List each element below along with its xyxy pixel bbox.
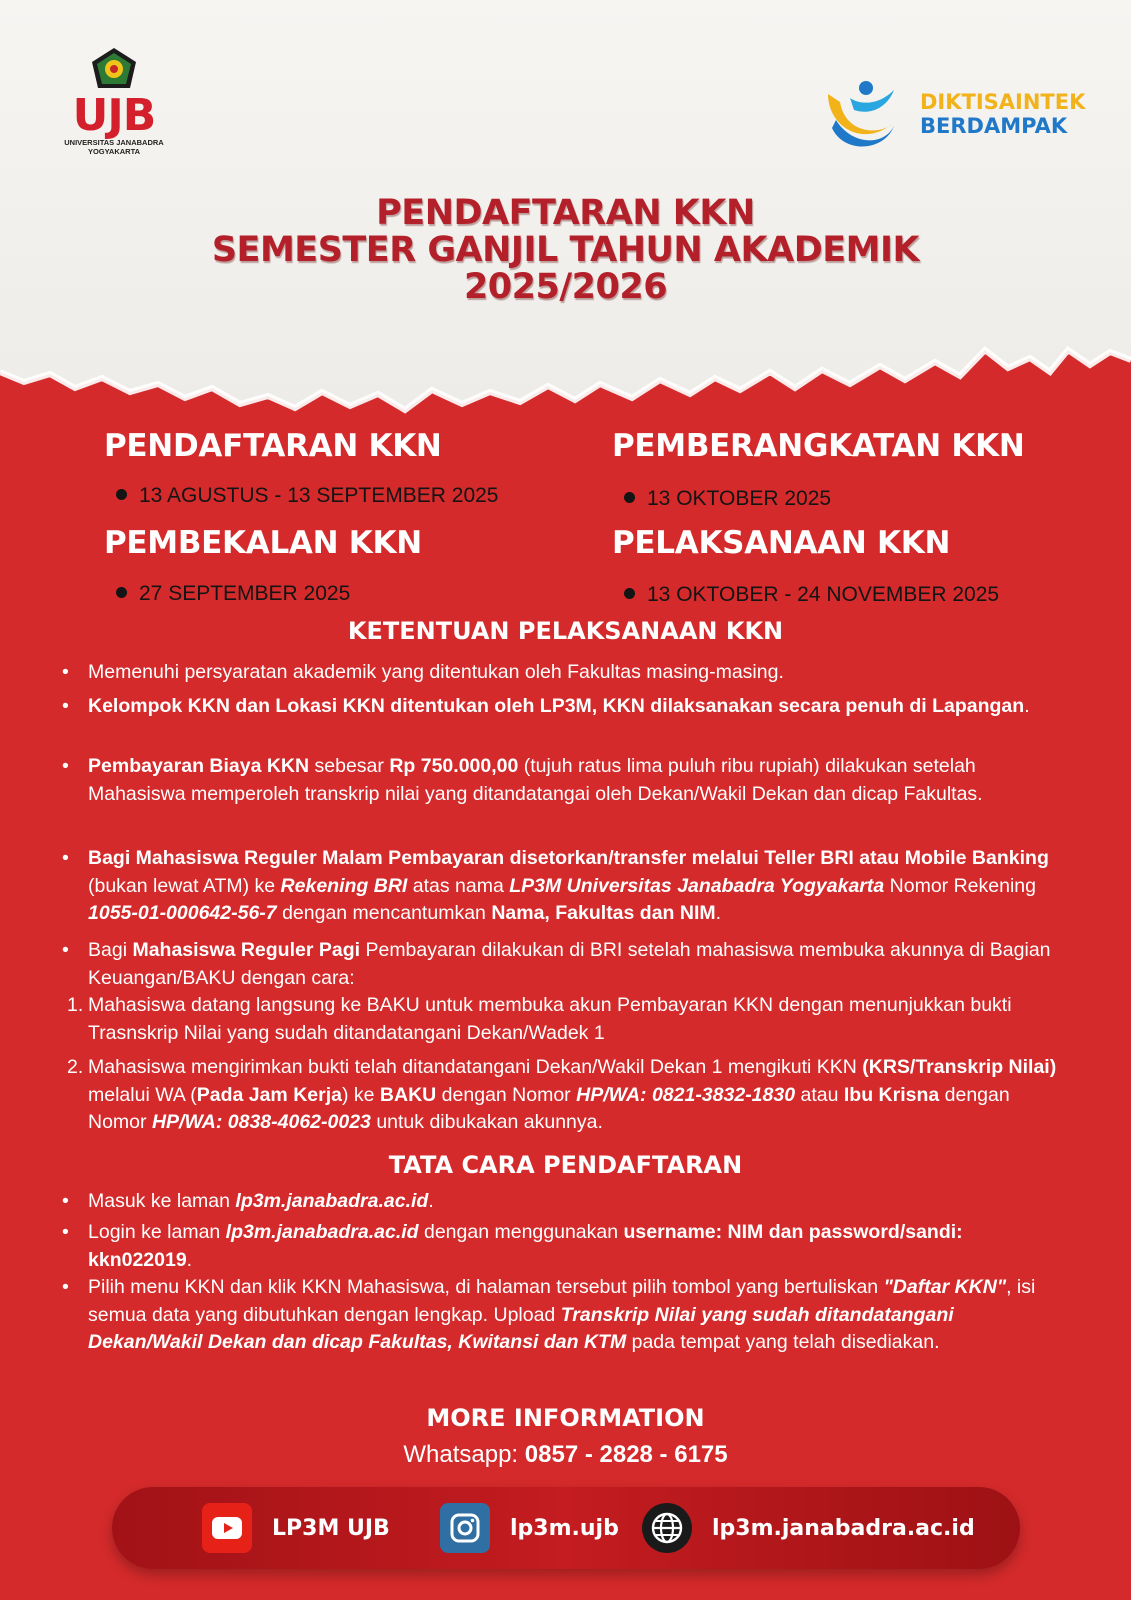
ujb-logo (58, 46, 170, 176)
schedule-date-briefing: 27 SEPTEMBER 2025 (116, 582, 350, 606)
bullet-dot (624, 588, 635, 599)
ujb-wordmark: UJB (72, 90, 156, 141)
registration-step-1: • Masuk ke laman lp3m.janabadra.ac.id. (88, 1188, 1068, 1216)
schedule-heading-departure: PEMBERANGKATAN KKN (612, 428, 1025, 464)
bullet: • (62, 1221, 69, 1243)
lp3m-link[interactable]: lp3m.janabadra.ac.id (225, 1221, 419, 1243)
number-1: 1. (67, 994, 84, 1016)
whatsapp-label: Whatsapp: (403, 1441, 525, 1468)
instagram-label: lp3m.ujb (510, 1515, 619, 1541)
rule-item-5: • Bagi Mahasiswa Reguler Pagi Pembayaran dilakukan di BRI setelah mahasiswa membuka akunnya di Bagian Keuangan/BAKU dengan cara: (62, 939, 1051, 989)
youtube-icon (202, 1503, 252, 1553)
rule-item-4: • Bagi Mahasiswa Reguler Malam Pembayaran disetorkan/transfer melalui Teller BRI atau Mobile Banking (bukan lewat ATM) ke Rekening BRI atas nama LP3M Universitas Janabadra Yogyakarta Nomor Rekening 1055-01-000642-56-7 dengan mencantumkan Nama, Fakultas dan NIM. (62, 847, 1049, 924)
bullet: • (62, 939, 69, 961)
diktisaintek-line1: DIKTISAINTEK (920, 90, 1086, 114)
diktisaintek-logo (822, 76, 1086, 154)
bullet: • (62, 1190, 69, 1212)
rule-numbered-2: 2. Mahasiswa mengirimkan bukti telah ditandatangani Dekan/Wakil Dekan 1 mengikuti KKN (KRS/Transkrip Nilai) melalui WA (Pada Jam Kerja) ke BAKU dengan Nomor HP/WA: 0821-3832-1830 atau Ibu Krisna dengan Nomor HP/WA: 0838-4062-0023 untuk dibukakan akunnya. (67, 1056, 1057, 1133)
whatsapp-line (0, 1440, 1131, 1470)
bullet: • (62, 661, 69, 683)
bullet: • (62, 695, 69, 717)
schedule-heading-registration: PENDAFTARAN KKN (104, 428, 442, 464)
lp3m-link[interactable]: lp3m.janabadra.ac.id (235, 1190, 429, 1212)
rule-item-1: • Memenuhi persyaratan akademik yang ditentukan oleh Fakultas masing-masing. (88, 659, 1068, 687)
schedule-date-registration: 13 AGUSTUS - 13 SEPTEMBER 2025 (116, 484, 498, 508)
instagram-icon (440, 1503, 490, 1553)
schedule-date-departure: 13 OKTOBER 2025 (624, 487, 831, 511)
schedule-heading-briefing: PEMBEKALAN KKN (104, 525, 422, 561)
social-instagram[interactable] (440, 1502, 619, 1554)
ujb-name-line1: UNIVERSITAS JANABADRA (64, 138, 164, 147)
registration-heading: TATA CARA PENDAFTARAN (388, 1151, 743, 1179)
bullet: • (62, 1276, 69, 1298)
schedule-date-implementation: 13 OKTOBER - 24 NOVEMBER 2025 (624, 583, 999, 607)
more-information-heading: MORE INFORMATION (426, 1404, 705, 1432)
schedule-heading-implementation: PELAKSANAAN KKN (612, 525, 951, 561)
bullet: • (62, 755, 69, 777)
title-line3: 2025/2026 (463, 267, 668, 307)
social-youtube[interactable] (202, 1502, 390, 1554)
rules-heading: KETENTUAN PELAKSANAAN KKN (347, 617, 784, 645)
bullet-dot (624, 492, 635, 503)
registration-step-3: • Pilih menu KKN dan klik KKN Mahasiswa, di halaman tersebut pilih tombol yang bertuliskan "Daftar KKN", isi semua data yang dibutuhkan dengan lengkap. Upload Transkrip Nilai yang sudah ditandatangani Dekan/Wakil Dekan dan dicap Fakultas, Kwitansi dan KTM pada tempat yang telah disediakan. (62, 1276, 1036, 1353)
title-line2: SEMESTER GANJIL TAHUN AKADEMIK (211, 230, 920, 270)
registration-step-2: • Login ke laman lp3m.janabadra.ac.id dengan menggunakan username: NIM dan password/sandi: kkn022019. (62, 1221, 963, 1271)
social-bar (112, 1487, 1020, 1569)
diktisaintek-line2: BERDAMPAK (920, 114, 1068, 138)
globe-icon (642, 1503, 692, 1553)
title-line1: PENDAFTARAN KKN (376, 193, 755, 233)
poster-title (0, 195, 1131, 306)
bullet-dot (116, 587, 127, 598)
website-label: lp3m.janabadra.ac.id (712, 1515, 975, 1541)
social-website[interactable] (642, 1502, 975, 1554)
rule-item-3: • Pembayaran Biaya KKN sebesar Rp 750.000,00 (tujuh ratus lima puluh ribu rupiah) dilakukan setelah Mahasiswa memperoleh transkrip nilai yang ditandatangai oleh Dekan/Wakil Dekan dan dicap Fakultas. (62, 755, 983, 805)
number-2: 2. (67, 1056, 84, 1078)
diktisaintek-mark-icon (822, 76, 902, 154)
rule-numbered-1: 1. Mahasiswa datang langsung ke BAKU untuk membuka akun Pembayaran KKN dengan menunjukkan bukti Trasnskrip Nilai yang sudah ditandatangani Dekan/Wadek 1 (67, 994, 1012, 1044)
ujb-emblem-icon (88, 46, 140, 92)
bullet: • (62, 847, 69, 869)
whatsapp-number[interactable]: 0857 - 2828 - 6175 (524, 1441, 728, 1468)
ujb-name-line2: YOGYAKARTA (87, 147, 141, 156)
youtube-label: LP3M UJB (272, 1515, 390, 1541)
bullet-dot (116, 489, 127, 500)
rule-item-2: • Kelompok KKN dan Lokasi KKN ditentukan oleh LP3M, KKN dilaksanakan secara penuh di Lapangan. (88, 693, 1068, 721)
